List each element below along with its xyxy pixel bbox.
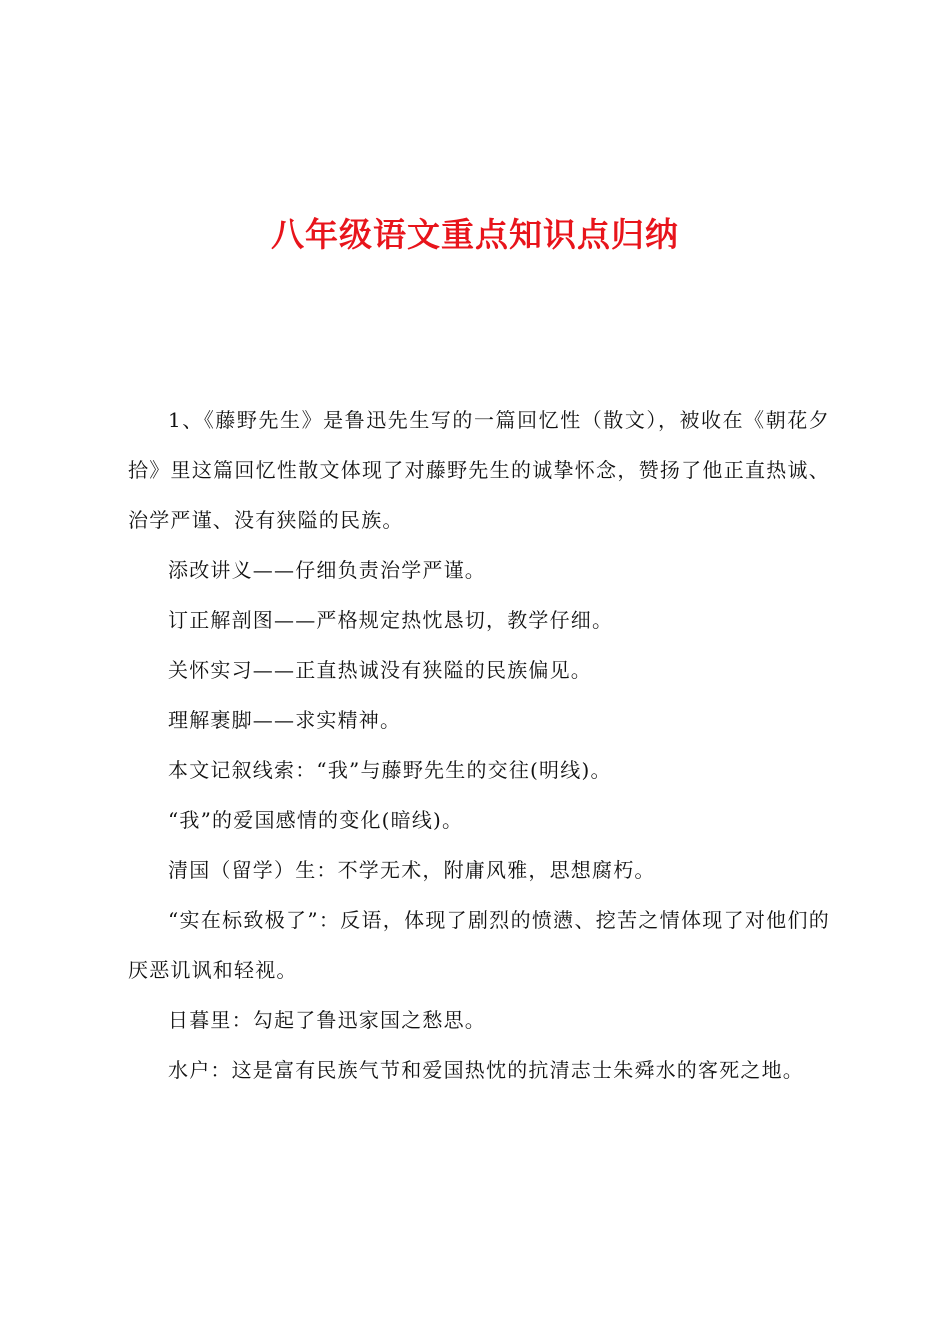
paragraph-intro: 1、《藤野先生》是鲁迅先生写的一篇回忆性（散文），被收在《朝花夕拾》里这篇回忆性散文体现了对藤野先生的诚挚怀念，赞扬了他正直热诚、治学严谨、没有狭隘的民族。 [128, 408, 830, 532]
paragraph-mito: 水户：这是富有民族气节和爱国热忱的抗清志士朱舜水的客死之地。 [168, 1058, 804, 1082]
paragraph-irony: “实在标致极了”：反语，体现了剧烈的愤懑、挖苦之情体现了对他们的厌恶讥讽和轻视。 [128, 908, 830, 982]
paragraph-revise-notes: 添改讲义——仔细负责治学严谨。 [168, 558, 486, 582]
paragraph-clue-hidden: “我”的爱国感情的变化(暗线)。 [168, 808, 464, 832]
paragraph-foot-binding: 理解裹脚——求实精神。 [168, 708, 402, 732]
paragraph-correct-diagram: 订正解剖图——严格规定热忱恳切，教学仔细。 [168, 608, 614, 632]
document-title: 八年级语文重点知识点归纳 [271, 215, 679, 254]
paragraph-qing-students: 清国（留学）生：不学无术，附庸风雅，思想腐朽。 [168, 858, 656, 882]
paragraph-nippori: 日暮里：勾起了鲁迅家国之愁思。 [168, 1008, 486, 1032]
paragraph-clue-main: 本文记叙线索：“我”与藤野先生的交往(明线)。 [168, 758, 612, 782]
document-body [128, 395, 830, 1095]
paragraph-care-practice: 关怀实习——正直热诚没有狭隘的民族偏见。 [168, 658, 592, 682]
